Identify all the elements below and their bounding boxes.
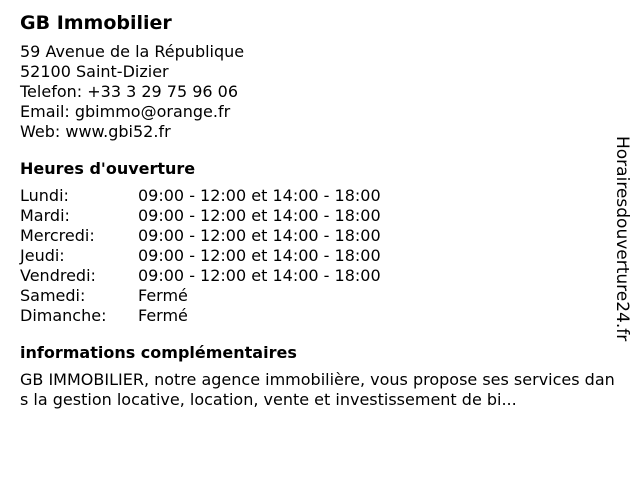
day-hours: 09:00 - 12:00 et 14:00 - 18:00 (138, 186, 381, 205)
address-line-1: 59 Avenue de la République (20, 42, 245, 61)
day-hours: 09:00 - 12:00 et 14:00 - 18:00 (138, 246, 381, 265)
email-address: Email: gbimmo@orange.fr (20, 102, 231, 121)
day-label: Mercredi: (20, 226, 95, 245)
day-label: Mardi: (20, 206, 70, 225)
hours-row (20, 306, 610, 326)
day-hours: 09:00 - 12:00 et 14:00 - 18:00 (138, 226, 381, 245)
hours-table (20, 186, 610, 326)
info-heading: informations complémentaires (20, 343, 297, 362)
hours-row (20, 186, 610, 206)
hours-row (20, 246, 610, 266)
day-label: Samedi: (20, 286, 86, 305)
site-watermark: Horairesdouverture24.fr (612, 136, 632, 342)
info-description: GB IMMOBILIER, notre agence immobilière, vous propose ses services dans la gestion locative, location, vente et investissement de bi... (20, 370, 615, 409)
day-label: Dimanche: (20, 306, 107, 325)
hours-row (20, 226, 610, 246)
business-card (20, 10, 615, 410)
phone-number: Telefon: +33 3 29 75 96 06 (20, 82, 239, 101)
day-label: Lundi: (20, 186, 69, 205)
hours-row (20, 286, 610, 306)
day-hours: Fermé (138, 306, 188, 325)
hours-heading: Heures d'ouverture (20, 159, 196, 178)
day-label: Jeudi: (20, 246, 65, 265)
day-hours: 09:00 - 12:00 et 14:00 - 18:00 (138, 266, 381, 285)
day-hours: Fermé (138, 286, 188, 305)
address-line-2: 52100 Saint-Dizier (20, 62, 169, 81)
day-label: Vendredi: (20, 266, 96, 285)
hours-row (20, 206, 610, 226)
company-name: GB Immobilier (20, 12, 172, 34)
website: Web: www.gbi52.fr (20, 122, 171, 141)
day-hours: 09:00 - 12:00 et 14:00 - 18:00 (138, 206, 381, 225)
hours-row (20, 266, 610, 286)
